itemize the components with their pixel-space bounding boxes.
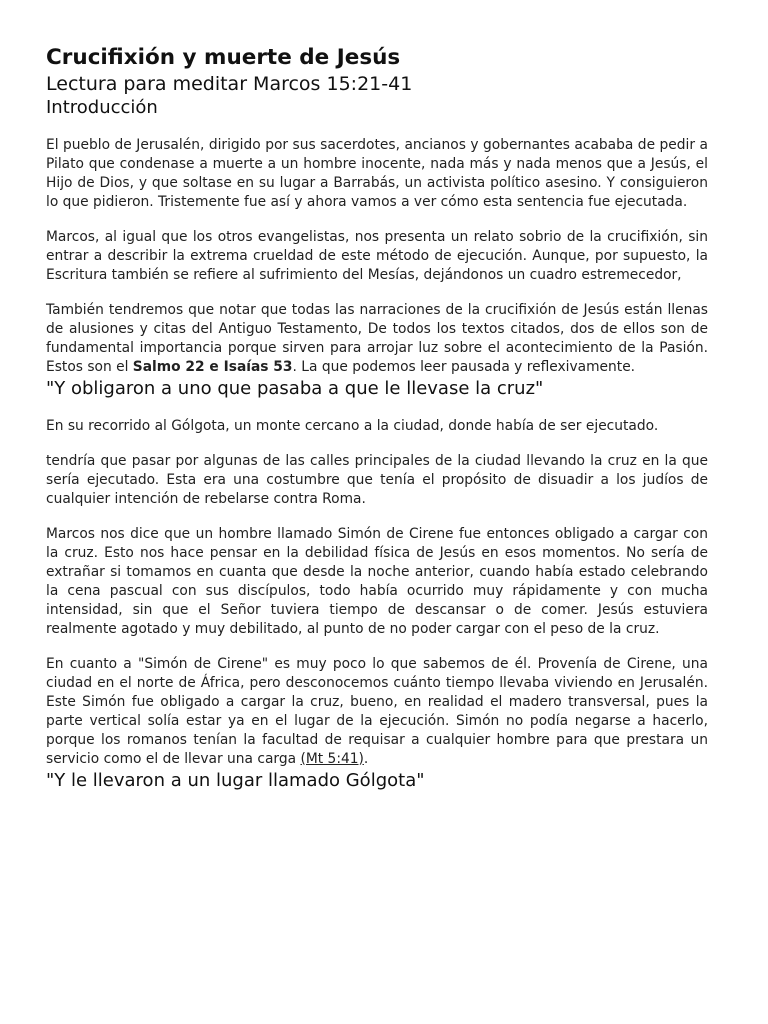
cruz-paragraph-4 (46, 655, 708, 769)
cruz-paragraph-4-text-b: . (363, 751, 369, 767)
scripture-reference-bold: Salmo 22 e Isaías 53 (132, 359, 293, 375)
scripture-link-mt-5-41[interactable]: (Mt 5:41) (300, 751, 364, 767)
cruz-paragraph-4-text-a: En cuanto a "Simón de Cirene" es muy poco lo que sabemos de él. Provenía de Cirene, una ciudad en el norte de África, pero desconocemos cuánto tiempo llevaba viviendo en Jerusalén. Este Simón fue obligado a cargar la cruz, bueno, en realidad el madero transversal, pues la parte vertical solía estar ya en el lugar de la ejecución. Simón no podía negarse a hacerlo, porque los romanos tenían la facultad de requisar a cualquier hombre para que prestara un servicio como el de llevar una carga (46, 656, 708, 767)
page-subtitle: Lectura para meditar Marcos 15:21-41 (46, 73, 413, 95)
intro-paragraph-1: El pueblo de Jerusalén, dirigido por sus sacerdotes, ancianos y gobernantes acababa de pedir a Pilato que condenase a muerte a un hombre inocente, nada más y nada menos que a Jesús, el Hijo de Dios, y que soltase en su lugar a Barrabás, un activista político asesino. Y consiguieron lo que pidieron. Tristemente fue así y ahora vamos a ver cómo esta sentencia fue ejecutada. (46, 137, 708, 210)
intro-paragraph-3-text-b: . La que podemos leer pausada y reflexivamente. (292, 359, 636, 375)
section-heading-cruz: "Y obligaron a uno que pasaba a que le llevase la cruz" (46, 378, 544, 399)
page-title: Crucifixión y muerte de Jesús (46, 45, 401, 70)
cruz-paragraph-1: En su recorrido al Gólgota, un monte cercano a la ciudad, donde había de ser ejecutado. (46, 418, 659, 434)
section-heading-golgota: "Y le llevaron a un lugar llamado Gólgota" (46, 770, 425, 791)
intro-paragraph-3-text-a: También tendremos que notar que todas las narraciones de la crucifixión de Jesús están llenas de alusiones y citas del Antiguo Testamento, De todos los textos citados, dos de ellos son de fundamental importancia porque sirven para arrojar luz sobre el acontecimiento de la Pasión. Estos son el (46, 302, 708, 375)
section-heading-intro: Introducción (46, 97, 158, 118)
cruz-paragraph-3: Marcos nos dice que un hombre llamado Simón de Cirene fue entonces obligado a cargar con la cruz. Esto nos hace pensar en la debilidad física de Jesús en esos momentos. No sería de extrañar si tomamos en cuanta que desde la noche anterior, cuando había estado celebrando la cena pascual con sus discípulos, todo había ocurrido muy rápidamente y con mucha intensidad, sin que el Señor tuviera tiempo de descansar o de comer. Jesús estuviera realmente agotado y muy debilitado, al punto de no poder cargar con el peso de la cruz. (46, 526, 708, 637)
intro-paragraph-3 (46, 301, 708, 377)
cruz-paragraph-2: tendría que pasar por algunas de las calles principales de la ciudad llevando la cruz en la que sería ejecutado. Esta era una costumbre que tenía el propósito de disuadir a los judíos de cualquier intención de rebelarse contra Roma. (46, 453, 708, 507)
intro-paragraph-2: Marcos, al igual que los otros evangelistas, nos presenta un relato sobrio de la crucifixión, sin entrar a describir la extrema crueldad de este método de ejecución. Aunque, por supuesto, la Escritura también se refiere al sufrimiento del Mesías, dejándonos un cuadro estremecedor, (46, 229, 708, 283)
